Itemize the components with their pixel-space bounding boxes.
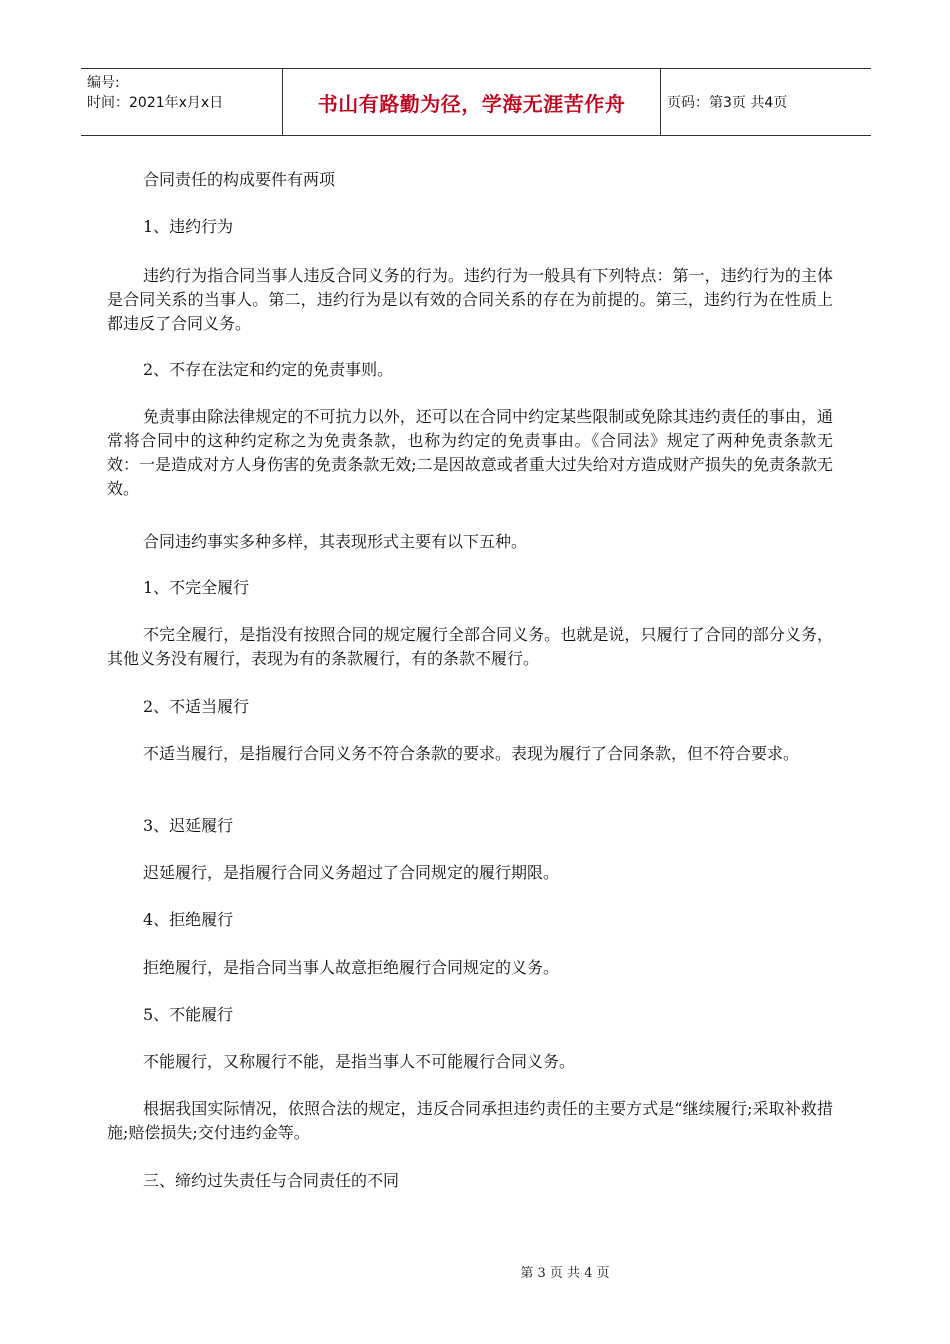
header-motto: 书山有路勤为径，学海无涯苦作舟 <box>283 69 661 135</box>
section-heading: 1、不完全履行 <box>143 578 250 597</box>
paragraph: 不适当履行，是指履行合同义务不符合条款的要求。表现为履行了合同条款，但不符合要求。 <box>143 744 800 763</box>
section-heading: 1、违约行为 <box>143 217 234 236</box>
paragraph: 不能履行，又称履行不能，是指当事人不可能履行合同义务。 <box>143 1052 576 1071</box>
paragraph: 迟延履行，是指履行合同义务超过了合同规定的履行期限。 <box>143 863 560 882</box>
section-heading: 2、不适当履行 <box>143 697 250 716</box>
document-number-label: 编号: <box>87 75 120 91</box>
section-heading: 5、不能履行 <box>143 1005 234 1024</box>
section-heading: 4、拒绝履行 <box>143 910 234 929</box>
paragraph: 免责事由除法律规定的不可抗力以外，还可以在合同中约定某些限制或免除其违约责任的事由，通常将合同中的这种约定称之为免责条款，也称为约定的免责事由。《合同法》规定了两种免责条款无效：一是造成对方人身伤害的免责条款无效;二是因故意或者重大过失给对方造成财产损失的免责条款无效。 <box>107 407 833 498</box>
paragraph: 不完全履行，是指没有按照合同的规定履行全部合同义务。也就是说，只履行了合同的部分义务，其他义务没有履行，表现为有的条款履行，有的条款不履行。 <box>107 625 833 668</box>
header-page-info: 页码：第3页 共4页 <box>667 95 788 111</box>
page-header <box>81 68 871 136</box>
paragraph: 拒绝履行，是指合同当事人故意拒绝履行合同规定的义务。 <box>143 958 560 977</box>
section-heading: 2、不存在法定和约定的免责事则。 <box>143 360 394 379</box>
section-heading: 三、缔约过失责任与合同责任的不同 <box>143 1171 400 1190</box>
page-footer: 第 3 页 共 4 页 <box>520 1266 610 1281</box>
section-heading: 3、迟延履行 <box>143 816 234 835</box>
document-date-label: 时间：2021年x月x日 <box>87 95 224 111</box>
header-meta <box>81 69 283 135</box>
paragraph: 根据我国实际情况，依照合法的规定，违反合同承担违约责任的主要方式是“继续履行;采取补救措施;赔偿损失;交付违约金等。 <box>107 1099 833 1142</box>
paragraph: 违约行为指合同当事人违反合同义务的行为。违约行为一般具有下列特点：第一，违约行为的主体是合同关系的当事人。第二，违约行为是以有效的合同关系的存在为前提的。第三，违约行为在性质上都违反了合同义务。 <box>107 266 833 333</box>
paragraph: 合同违约事实多种多样，其表现形式主要有以下五种。 <box>143 532 528 551</box>
paragraph: 合同责任的构成要件有两项 <box>143 170 336 189</box>
